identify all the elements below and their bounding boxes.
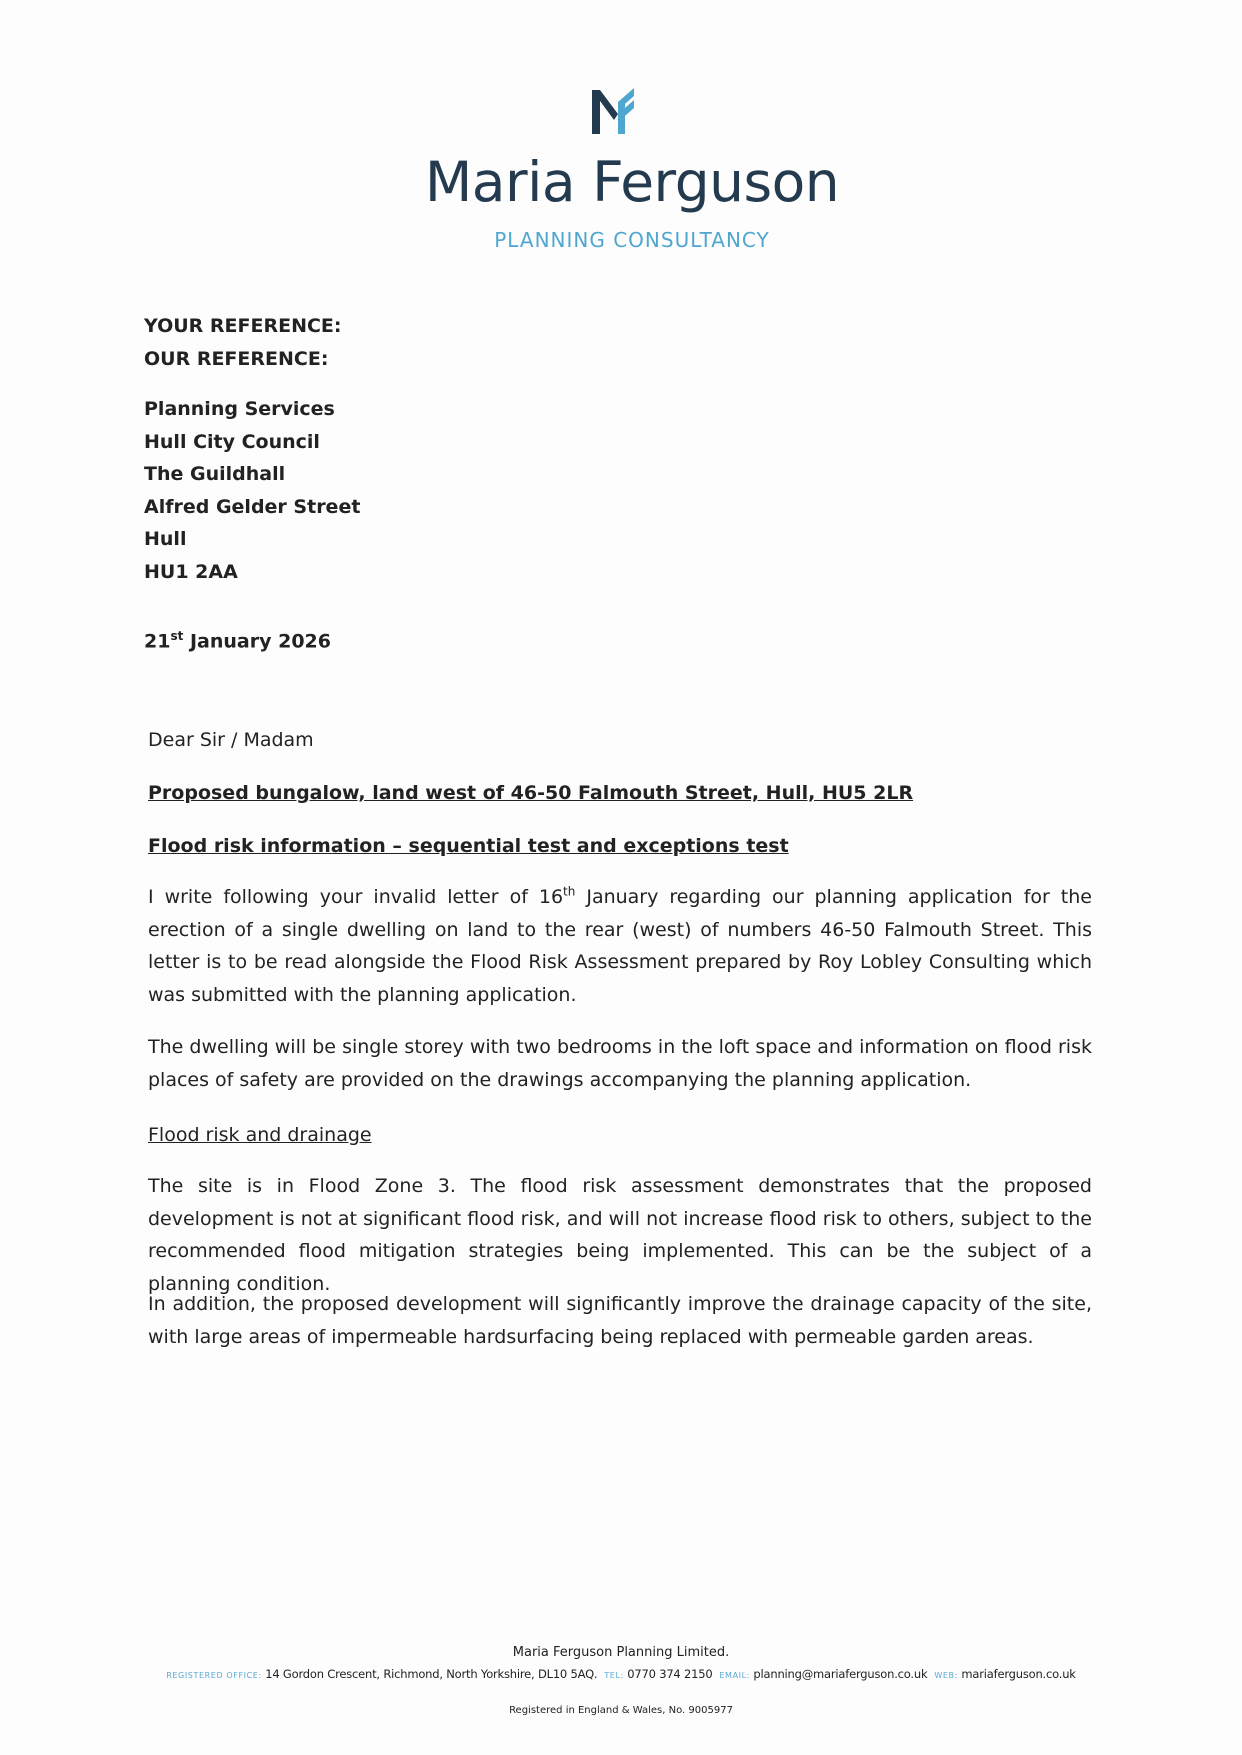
address-line: Planning Services <box>144 398 335 420</box>
company-logo-icon <box>588 84 636 140</box>
reference-block <box>144 310 342 376</box>
our-reference-label: OUR REFERENCE: <box>144 348 329 370</box>
address-line: HU1 2AA <box>144 560 238 583</box>
email-label: EMAIL: <box>719 1671 750 1680</box>
date-day: 21 <box>144 630 171 653</box>
tel-label: TEL: <box>604 1671 624 1680</box>
address-line: Hull City Council <box>144 430 320 453</box>
company-name: Maria Ferguson <box>424 150 840 214</box>
ordinal-suffix: th <box>563 884 576 899</box>
section-heading: Flood risk and drainage <box>148 1124 372 1146</box>
letter-date <box>144 620 331 657</box>
web-address[interactable]: mariaferguson.co.uk <box>961 1667 1076 1681</box>
recipient-address <box>144 393 360 589</box>
office-address: 14 Gordon Crescent, Richmond, North Yorkshire, DL10 5AQ. <box>265 1667 598 1681</box>
subject-heading: Proposed bungalow, land west of 46-50 Falmouth Street, Hull, HU5 2LR <box>148 782 914 804</box>
salutation: Dear Sir / Madam <box>148 729 314 751</box>
topic-heading: Flood risk information – sequential test and exceptions test <box>148 835 789 857</box>
footer-company: Maria Ferguson Planning Limited. <box>512 1645 730 1660</box>
paragraph-text: January regarding our planning application for the erection of a single dwelling on land to the rear (west) of numbers 46-50 Falmouth Street. This letter is to be read alongside the Flood Risk Assessment prepared by Roy Lobley Consulting which was submitted with the planning application. <box>148 886 1092 1006</box>
paragraph-flood-zone: The site is in Flood Zone 3. The flood risk assessment demonstrates that the proposed development is not at significant flood risk, and will not increase flood risk to others, subject to the recommended flood mitigation strategies being implemented. This can be the subject of a planning condition. <box>148 1175 1092 1295</box>
tel-number: 0770 374 2150 <box>627 1667 713 1681</box>
address-line: Alfred Gelder Street <box>144 495 361 518</box>
date-rest: January 2026 <box>189 630 331 653</box>
footer-details <box>0 1667 1242 1681</box>
date-suffix: st <box>170 629 184 643</box>
your-reference-label: YOUR REFERENCE: <box>144 315 342 337</box>
address-line: Hull <box>144 528 187 551</box>
email-address[interactable]: planning@mariaferguson.co.uk <box>753 1667 928 1681</box>
paragraph-dwelling: The dwelling will be single storey with two bedrooms in the loft space and information on flood risk places of safety are provided on the drawings accompanying the planning application. <box>148 1036 1092 1091</box>
footer-registration: Registered in England & Wales, No. 9005977 <box>509 1705 733 1716</box>
company-tagline: PLANNING CONSULTANCY <box>494 228 770 252</box>
paragraph-drainage: In addition, the proposed development will significantly improve the drainage capacity of the site, with large areas of impermeable hardsurfacing being replaced with permeable garden areas. <box>148 1293 1092 1348</box>
paragraph-intro <box>148 881 1092 1011</box>
office-label: REGISTERED OFFICE: <box>166 1671 262 1680</box>
address-line: The Guildhall <box>144 463 286 486</box>
web-label: WEB: <box>934 1671 958 1680</box>
paragraph-text: I write following your invalid letter of 16 <box>148 886 564 908</box>
